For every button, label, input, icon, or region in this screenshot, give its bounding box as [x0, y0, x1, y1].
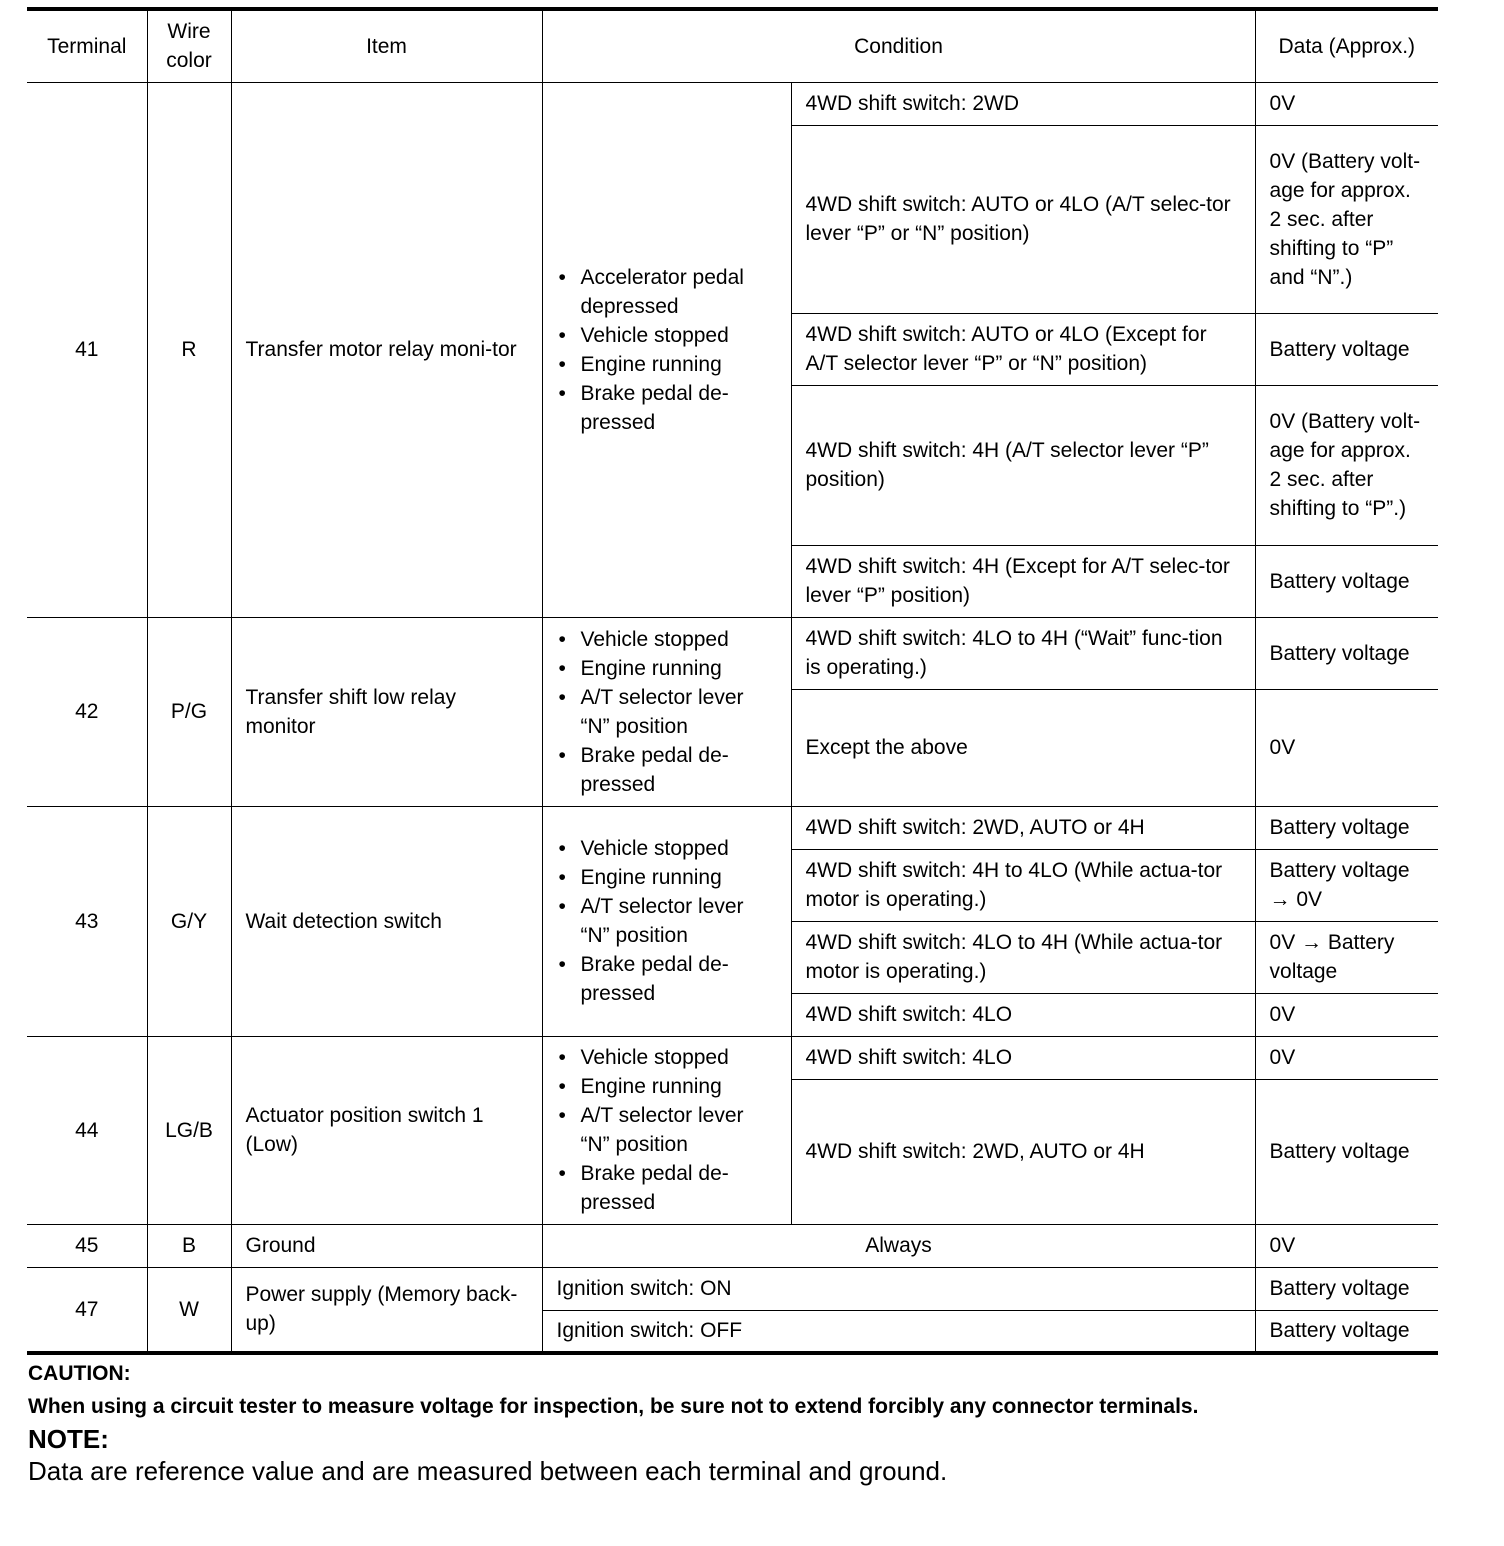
terminal-42: 42	[27, 617, 147, 806]
list-item: • Engine running	[557, 654, 777, 683]
table-row	[27, 1267, 1438, 1310]
data-value: Battery voltage	[1255, 545, 1438, 617]
data-value: Battery voltage	[1255, 313, 1438, 385]
list-item: • A/T selector lever “N” position	[557, 1101, 777, 1159]
item-47: Power supply (Memory back-up)	[231, 1267, 542, 1353]
condition-list	[557, 263, 777, 437]
condition-list	[557, 1043, 777, 1217]
note-title: NOTE:	[28, 1424, 109, 1454]
terminal-data-table	[27, 7, 1438, 1355]
list-item: • Engine running	[557, 863, 777, 892]
note-text: Data are reference value and are measured between each terminal and ground.	[28, 1456, 948, 1486]
sub-condition: 4WD shift switch: 4LO to 4H (“Wait” func-tion is operating.)	[791, 617, 1255, 689]
sub-condition: 4WD shift switch: AUTO or 4LO (A/T selec-tor lever “P” or “N” position)	[791, 125, 1255, 313]
terminal-45: 45	[27, 1224, 147, 1267]
list-item: • Brake pedal de-pressed	[557, 741, 777, 799]
header-terminal: Terminal	[27, 9, 147, 82]
notes-section	[28, 1359, 1448, 1487]
data-value: 0V	[1255, 1036, 1438, 1079]
conditions-44	[542, 1036, 791, 1224]
wire-color-45: B	[147, 1224, 231, 1267]
data-value: Battery voltage	[1255, 1310, 1438, 1353]
header-condition: Condition	[542, 9, 1255, 82]
sub-condition: 4WD shift switch: 4LO	[791, 993, 1255, 1036]
list-item: • Brake pedal de-pressed	[557, 1159, 777, 1217]
sub-condition: 4WD shift switch: 4LO to 4H (While actua-tor motor is operating.)	[791, 921, 1255, 993]
sub-condition: Ignition switch: OFF	[542, 1310, 1255, 1353]
list-item: • Engine running	[557, 1072, 777, 1101]
conditions-42	[542, 617, 791, 806]
item-41: Transfer motor relay moni-tor	[231, 82, 542, 617]
list-item: • Brake pedal de-pressed	[557, 379, 777, 437]
terminal-43: 43	[27, 806, 147, 1036]
header-data: Data (Approx.)	[1255, 9, 1438, 82]
caution-text: When using a circuit tester to measure voltage for inspection, be sure not to extend forcibly any connector terminals.	[28, 1395, 1199, 1418]
conditions-41	[542, 82, 791, 617]
sub-condition: 4WD shift switch: 4H (A/T selector lever “P” position)	[791, 385, 1255, 545]
table-row	[27, 1224, 1438, 1267]
wire-color-47: W	[147, 1267, 231, 1353]
data-value: 0V	[1255, 689, 1438, 806]
sub-condition: 4WD shift switch: 2WD, AUTO or 4H	[791, 806, 1255, 849]
table-row	[27, 806, 1438, 849]
list-item: • Vehicle stopped	[557, 834, 777, 863]
table-row	[27, 617, 1438, 689]
terminal-41: 41	[27, 82, 147, 617]
wire-color-43: G/Y	[147, 806, 231, 1036]
conditions-43	[542, 806, 791, 1036]
list-item: • A/T selector lever “N” position	[557, 892, 777, 950]
data-value: Battery voltage	[1255, 806, 1438, 849]
header-wire-color: Wire color	[147, 9, 231, 82]
data-value: Battery voltage	[1255, 617, 1438, 689]
wire-color-44: LG/B	[147, 1036, 231, 1224]
wire-color-41: R	[147, 82, 231, 617]
header-item: Item	[231, 9, 542, 82]
sub-condition: 4WD shift switch: 2WD, AUTO or 4H	[791, 1079, 1255, 1224]
item-45: Ground	[231, 1224, 542, 1267]
data-value: Battery voltage → 0V	[1255, 849, 1438, 921]
table-row	[27, 1036, 1438, 1079]
data-value: 0V → Battery voltage	[1255, 921, 1438, 993]
list-item: • Brake pedal de-pressed	[557, 950, 777, 1008]
data-value: 0V (Battery volt-age for approx. 2 sec. after shifting to “P”.)	[1255, 385, 1438, 545]
data-value: 0V	[1255, 993, 1438, 1036]
terminal-47: 47	[27, 1267, 147, 1353]
data-value: 0V	[1255, 1224, 1438, 1267]
sub-condition: Always	[542, 1224, 1255, 1267]
caution-title: CAUTION:	[28, 1362, 131, 1385]
sub-condition: 4WD shift switch: 4LO	[791, 1036, 1255, 1079]
sub-condition: 4WD shift switch: 2WD	[791, 82, 1255, 125]
list-item: • Vehicle stopped	[557, 625, 777, 654]
sub-condition: Except the above	[791, 689, 1255, 806]
sub-condition: 4WD shift switch: 4H (Except for A/T selec-tor lever “P” position)	[791, 545, 1255, 617]
header-row	[27, 9, 1438, 82]
data-value: 0V (Battery volt-age for approx. 2 sec. after shifting to “P” and “N”.)	[1255, 125, 1438, 313]
data-value: Battery voltage	[1255, 1267, 1438, 1310]
list-item: • Vehicle stopped	[557, 1043, 777, 1072]
table-row	[27, 82, 1438, 125]
item-43: Wait detection switch	[231, 806, 542, 1036]
sub-condition: 4WD shift switch: 4H to 4LO (While actua-tor motor is operating.)	[791, 849, 1255, 921]
wire-color-42: P/G	[147, 617, 231, 806]
item-42: Transfer shift low relay monitor	[231, 617, 542, 806]
terminal-44: 44	[27, 1036, 147, 1224]
sub-condition: Ignition switch: ON	[542, 1267, 1255, 1310]
data-value: Battery voltage	[1255, 1079, 1438, 1224]
data-value: 0V	[1255, 82, 1438, 125]
sub-condition: 4WD shift switch: AUTO or 4LO (Except for A/T selector lever “P” or “N” position)	[791, 313, 1255, 385]
list-item: • Accelerator pedal depressed	[557, 263, 777, 321]
condition-list	[557, 834, 777, 1008]
condition-list	[557, 625, 777, 799]
list-item: • Engine running	[557, 350, 777, 379]
list-item: • A/T selector lever “N” position	[557, 683, 777, 741]
list-item: • Vehicle stopped	[557, 321, 777, 350]
item-44: Actuator position switch 1 (Low)	[231, 1036, 542, 1224]
